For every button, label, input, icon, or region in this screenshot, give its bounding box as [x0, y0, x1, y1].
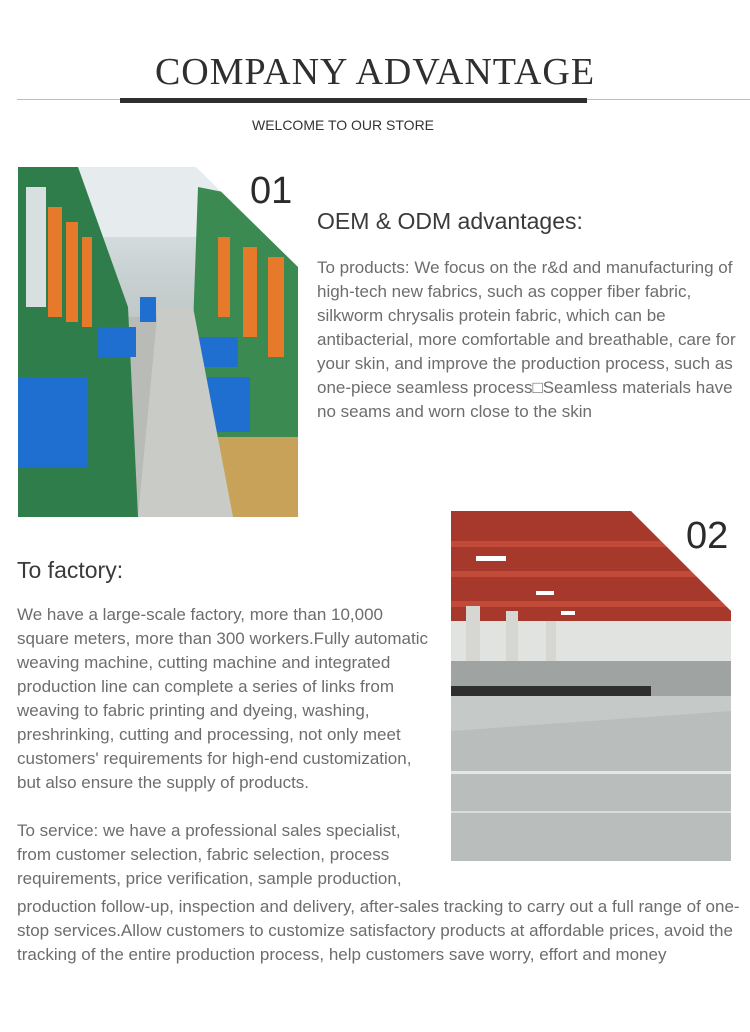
page-subtitle: WELCOME TO OUR STORE [251, 117, 435, 133]
service-description-part1: To service: we have a professional sales specialist, from customer selection, fabric selection, process requirements, price verification, sample production, [17, 821, 402, 888]
oem-odm-description: To products: We focus on the r&d and manufacturing of high-tech new fabrics, such as copper fiber fabric, silkworm chrysalis protein fabric, which can be antibacterial, more comfortable and breathable, care for your skin, and improve the production process, such as one-piece seamless process□Seamless materials have no seams and worn close to the skin [317, 258, 736, 421]
factory-heading: To factory: [17, 557, 124, 583]
service-description-part2: production follow-up, inspection and delivery, after-sales tracking to carry out a full range of one-stop services.Allow customers to customize satisfactory products at affordable prices, avoid the tracking of the entire production process, help customers save worry, effort and money [17, 897, 740, 964]
page-title: COMPANY ADVANTAGE [154, 51, 596, 93]
section-number-01: 01 [250, 170, 293, 212]
oem-odm-heading: OEM & ODM advantages: [317, 208, 583, 234]
section-number-02: 02 [686, 515, 729, 557]
title-divider-thick [120, 98, 587, 103]
factory-description: We have a large-scale factory, more than 10,000 square meters, more than 300 workers.Fully automatic weaving machine, cutting machine and integrated production line can complete a series of links from weaving to fabric printing and dyeing, washing, preshrinking, cutting and processing, not only meet customers' requirements for high-end customization, but also ensure the supply of products. [17, 605, 429, 792]
